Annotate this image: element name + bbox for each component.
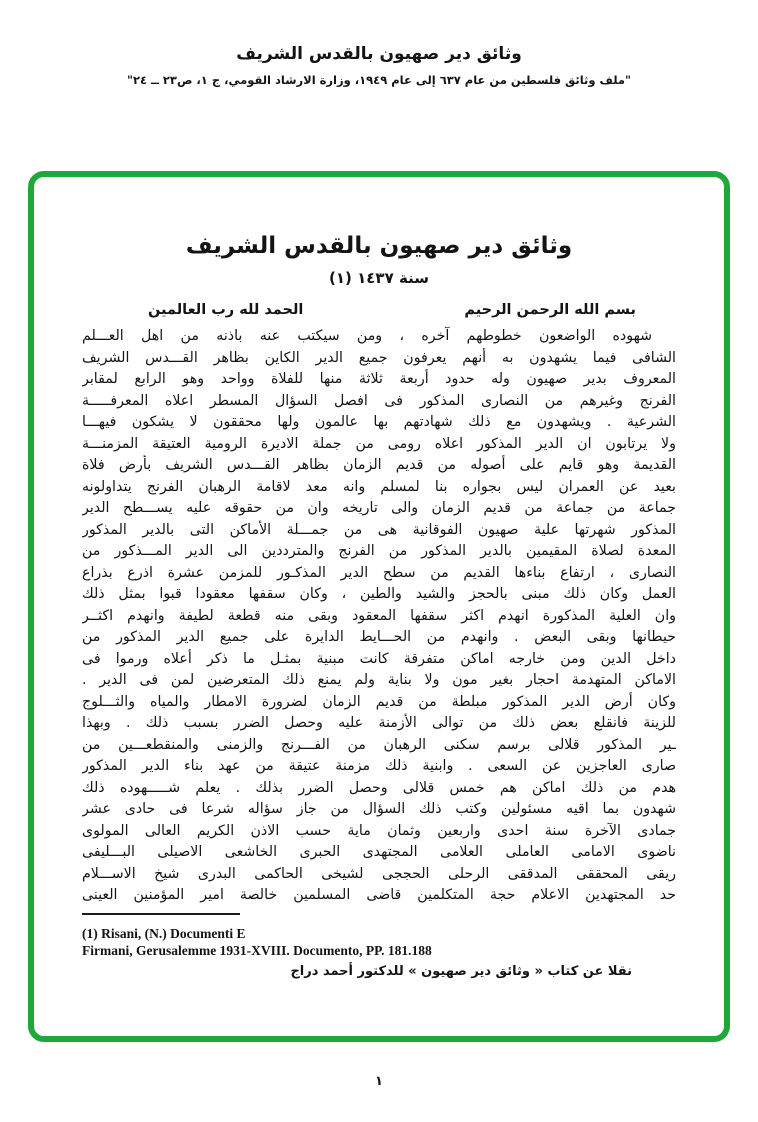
body-line: الاماكن المتهدمة احجار بغير مون ولا بناية ولم يمنع ذلك المتعرضين لمن فى الدير . bbox=[82, 672, 676, 688]
body-line: حد المجتهدين الاعلام حجة المتكلمين قاضى المسلمين خالصة امير المؤمنين العينى bbox=[82, 887, 676, 903]
body-line: الشرعية . ويشهدون مع ذلك شهادتهم بها عالمون ولها محققون لا يشكون فيهـــا bbox=[82, 414, 676, 430]
body-line: ريقى المحققى المدققى الرحلى الحججى لشيخى الحاكمى البدرى شيخ الاســـلام bbox=[82, 865, 676, 882]
basmala-row bbox=[82, 302, 676, 318]
body-line: ولا يرتابون ان الدير المذكور اعلاه رومى من جملة الاديرة الرومية العتيقة المزمنـــة bbox=[82, 435, 676, 452]
footnote-divider bbox=[82, 913, 240, 915]
body-line: وان العلية المذكورة انهدم اكثر سقفها المعقود وبقى منه قطعة لطيفة وانهدم اكثــر bbox=[82, 607, 676, 624]
document-date-line: سنة ١٤٣٧ (١) bbox=[329, 269, 429, 287]
body-line: المذكور شهرتها علية صهيون الفوقانية هى من جمـــلة الأماكن التى بالدير المذكور bbox=[82, 521, 676, 538]
body-line: صارى العاجزين عن السعى . وابنية ذلك مزمنة عتيقة من عهد بناء الدير المذكور bbox=[82, 758, 676, 774]
page-subtitle: "ملف وثائق فلسطين من عام ٦٣٧ إلى عام ١٩٤٩، وزارة الارشاد القومي، ج ١، ص٢٣ ــ ٢٤" bbox=[126, 73, 632, 87]
body-line: الشافى فيما يشهدون به أنهم يعرفون جميع الدير الكاين بظاهر القـــدس الشريف bbox=[82, 349, 676, 366]
body-line: المعروف بدير صهيون وله حدود أربعة ثلاثة منها للفلاة وواحد وهو الرابع لمقابر bbox=[82, 371, 676, 387]
page-title: وثائق دير صهيون بالقدس الشريف bbox=[236, 44, 522, 64]
footnote-arabic-source: نقلا عن كتاب « وثائق دير صهيون » للدكتور أحمد دراج bbox=[290, 963, 632, 979]
footnote-citation-line2: Firmani, Gerusalemme 1931-XVIII. Documento, PP. 181.188 bbox=[82, 943, 432, 958]
body-line: حيطانها وبقى البعض . وانهدم من الحـــايط الدايرة على جميع الدير المذكور من bbox=[82, 629, 676, 645]
body-line: هدم من ذلك اماكن هم خمس قلالى وحصل الضرر بذلك . يعلم شـــــهوده ذلك bbox=[82, 779, 676, 796]
body-line: جماعة من جماعة من قديم الزمان والى تاريخه وان من حقوقه عليه يســـطح الدير bbox=[82, 500, 676, 516]
document-frame bbox=[28, 171, 730, 1042]
body-line: ناضوى الامامى العاملى العلامى المجتهدى الحبرى الخاشعى الاصيلى البـــليفى bbox=[82, 844, 676, 860]
body-line: جمادى الآخرة سنة احدى واربعين وثمان ماية حسب الاذن الكريم العالى المولوى bbox=[82, 822, 676, 839]
body-line: شهدون بما اقيه مسئولين وكتب ذلك السؤال من جاز سؤاله شرعا فى حادى عشر bbox=[82, 801, 676, 817]
footnote-citation-line1: (1) Risani, (N.) Documenti E bbox=[82, 925, 246, 941]
body-line: بعيد عن العمران ليس بجواره بنا لمسلم وانه معد لاقامة الرهبان الفرنج يتداولونه bbox=[82, 478, 676, 495]
body-line: للزينة فانقلع بعض ذلك من توالى الأزمنة عليه وحصل الضرر بسبب ذلك . وبهذا bbox=[82, 715, 676, 731]
page-header bbox=[0, 44, 758, 87]
body-line: المعدة لصلاة المقيمين بالدير المذكور من الفرنج والمترددين الى الدير المـــذكور من bbox=[82, 543, 676, 559]
body-line: شهوده الواضعون خطوطهم آخره ، ومن سيكتب عنه باذنه من اهل العـــلم bbox=[82, 328, 652, 344]
body-line: العمل وكان ذلك مبنى بالحجز والشيد والطين ، وكان سقفها معقودا قبوا بمثل ذلك bbox=[82, 586, 676, 602]
body-line: داخل الدين ومن خارجه اماكن متفرقة كانت مبنية بمثـل ما ذكر أعلاه ورموا فى bbox=[82, 650, 676, 667]
body-line: القديمة وهو قايم على أصوله من قديم الزمان بظاهر القـــدس الشريف بأرض فلاة bbox=[82, 457, 676, 473]
hamdala-text: الحمد لله رب العالمين bbox=[148, 302, 304, 318]
document-title: وثائق دير صهيون بالقدس الشريف bbox=[185, 233, 573, 259]
body-text bbox=[82, 326, 676, 907]
basmala-text: بسم الله الرحمن الرحيم bbox=[464, 302, 636, 318]
body-line: ـير المذكور قلالى برسم سكنى الرهبان من الفـــرنج والزمنى والمنقطعـــين من bbox=[82, 736, 676, 753]
body-line: الفرنج وغيرهم من النصارى المذكور فى افصل السؤال المسطر اعلاه المعرفـــــة bbox=[82, 392, 676, 409]
body-line: وكان أرض الدير المذكور مبلطة من قديم الزمان لضرورة الامطار والمياه والثـــلوج bbox=[82, 693, 676, 710]
page-number: ١ bbox=[375, 1074, 383, 1089]
body-line: النصارى ، ارتفاع بناءها القديم من سطح الدير المذكـور للمزمن عشرة اذرع بذراع bbox=[82, 564, 676, 581]
